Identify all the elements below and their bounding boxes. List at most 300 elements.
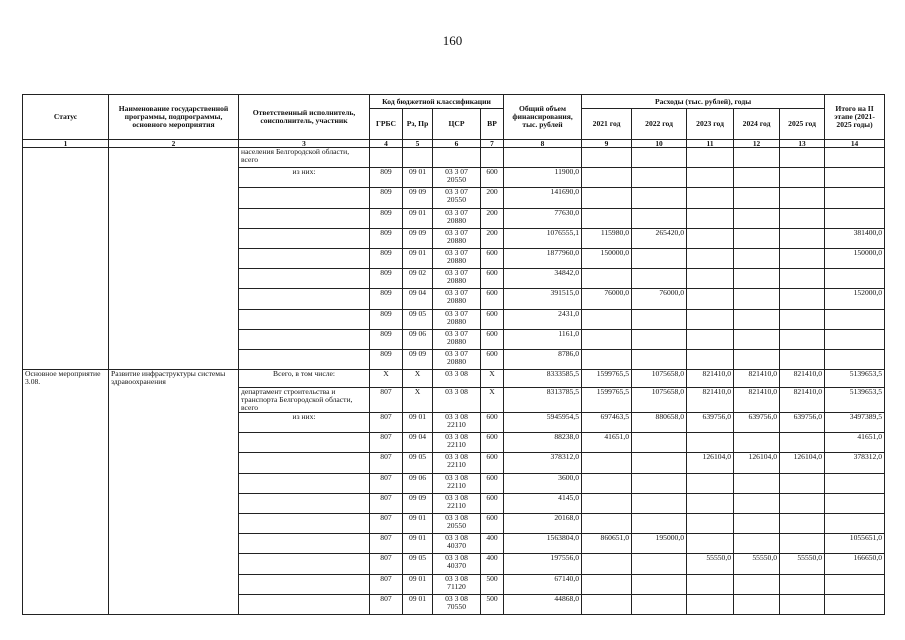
program-name-cell	[109, 148, 239, 370]
csr-cell: 03 3 07 20880	[433, 208, 481, 228]
y2024-cell: 126104,0	[734, 453, 780, 473]
csr-cell: 03 3 07 20880	[433, 349, 481, 369]
executor-cell	[239, 534, 370, 554]
y2025-cell: 126104,0	[780, 453, 825, 473]
y2022-cell	[632, 349, 687, 369]
csr-cell: 03 3 08 20550	[433, 514, 481, 534]
grbs-cell: 807	[370, 453, 403, 473]
y2021-cell	[582, 188, 632, 208]
y2021-cell: 697463,5	[582, 413, 632, 433]
y2025-cell: 55550,0	[780, 554, 825, 574]
y2025-cell	[780, 514, 825, 534]
col-header-total-financing: Общий объем финансирования, тыс. рублей	[504, 95, 582, 140]
col-header-expenses-group: Расходы (тыс. рублей), годы	[582, 95, 825, 109]
csr-cell: 03 3 07 20880	[433, 289, 481, 309]
y2023-cell	[687, 329, 734, 349]
grbs-cell: 807	[370, 388, 403, 413]
grbs-cell: X	[370, 370, 403, 388]
stage-total-cell	[825, 269, 885, 289]
total-cell: 8786,0	[504, 349, 582, 369]
total-cell: 3600,0	[504, 473, 582, 493]
csr-cell: 03 3 07 20550	[433, 188, 481, 208]
stage-total-cell	[825, 168, 885, 188]
y2023-cell	[687, 188, 734, 208]
csr-cell: 03 3 07 20880	[433, 228, 481, 248]
y2024-cell	[734, 574, 780, 594]
y2025-cell	[780, 309, 825, 329]
rzpr-cell: 09 01	[403, 514, 433, 534]
stage-total-cell	[825, 594, 885, 614]
y2024-cell: 821410,0	[734, 370, 780, 388]
y2024-cell: 639756,0	[734, 413, 780, 433]
y2024-cell	[734, 594, 780, 614]
y2022-cell	[632, 433, 687, 453]
csr-cell: 03 3 08 40370	[433, 554, 481, 574]
y2025-cell	[780, 228, 825, 248]
y2025-cell	[780, 473, 825, 493]
stage-total-cell: 378312,0	[825, 453, 885, 473]
y2023-cell	[687, 269, 734, 289]
vr-cell: 400	[481, 534, 504, 554]
stage-total-cell: 3497389,5	[825, 413, 885, 433]
csr-cell: 03 3 08 22110	[433, 493, 481, 513]
rzpr-cell: 09 01	[403, 168, 433, 188]
y2024-cell	[734, 269, 780, 289]
grbs-cell: 807	[370, 554, 403, 574]
vr-cell: X	[481, 388, 504, 413]
grbs-cell: 807	[370, 514, 403, 534]
stage-total-cell	[825, 329, 885, 349]
rzpr-cell: 09 09	[403, 188, 433, 208]
rzpr-cell: 09 06	[403, 329, 433, 349]
csr-cell: 03 3 08 70550	[433, 594, 481, 614]
rzpr-cell: 09 06	[403, 473, 433, 493]
y2021-cell	[582, 453, 632, 473]
column-number: 8	[504, 140, 582, 148]
stage-total-cell	[825, 148, 885, 168]
y2024-cell	[734, 228, 780, 248]
grbs-cell: 809	[370, 168, 403, 188]
column-number: 4	[370, 140, 403, 148]
y2025-cell: 639756,0	[780, 413, 825, 433]
y2023-cell	[687, 349, 734, 369]
col-header-grbs: ГРБС	[370, 109, 403, 140]
grbs-cell: 809	[370, 188, 403, 208]
y2021-cell	[582, 514, 632, 534]
y2024-cell	[734, 309, 780, 329]
csr-cell: 03 3 07 20880	[433, 309, 481, 329]
y2022-cell	[632, 248, 687, 268]
grbs-cell: 807	[370, 534, 403, 554]
col-header-2024: 2024 год	[734, 109, 780, 140]
stage-total-cell	[825, 493, 885, 513]
vr-cell: 600	[481, 289, 504, 309]
total-cell: 1161,0	[504, 329, 582, 349]
y2023-cell	[687, 248, 734, 268]
executor-cell	[239, 493, 370, 513]
csr-cell: 03 3 07 20550	[433, 168, 481, 188]
y2025-cell	[780, 148, 825, 168]
vr-cell: 400	[481, 554, 504, 574]
col-header-csr: ЦСР	[433, 109, 481, 140]
table-row	[23, 370, 885, 388]
rzpr-cell: 09 05	[403, 309, 433, 329]
rzpr-cell: 09 04	[403, 289, 433, 309]
rzpr-cell: 09 01	[403, 208, 433, 228]
status-cell: Основное мероприятие 3.08.	[23, 370, 109, 615]
csr-cell: 03 3 08 71120	[433, 574, 481, 594]
column-number: 1	[23, 140, 109, 148]
rzpr-cell: 09 01	[403, 594, 433, 614]
y2021-cell: 150000,0	[582, 248, 632, 268]
col-header-vr: ВР	[481, 109, 504, 140]
column-number: 6	[433, 140, 481, 148]
y2022-cell	[632, 554, 687, 574]
y2021-cell	[582, 309, 632, 329]
vr-cell: 500	[481, 594, 504, 614]
total-cell: 8333585,5	[504, 370, 582, 388]
y2022-cell	[632, 493, 687, 513]
total-cell: 44868,0	[504, 594, 582, 614]
column-number: 5	[403, 140, 433, 148]
vr-cell: 600	[481, 453, 504, 473]
y2023-cell	[687, 534, 734, 554]
executor-cell: департамент строительства и транспорта Белгородской области, всего	[239, 388, 370, 413]
y2023-cell	[687, 168, 734, 188]
total-cell: 77630,0	[504, 208, 582, 228]
grbs-cell: 807	[370, 413, 403, 433]
vr-cell: 500	[481, 574, 504, 594]
rzpr-cell: 09 01	[403, 534, 433, 554]
y2023-cell	[687, 433, 734, 453]
total-cell: 197556,0	[504, 554, 582, 574]
executor-cell	[239, 329, 370, 349]
rzpr-cell: X	[403, 388, 433, 413]
y2023-cell	[687, 473, 734, 493]
y2025-cell: 821410,0	[780, 370, 825, 388]
y2025-cell	[780, 188, 825, 208]
total-cell: 88238,0	[504, 433, 582, 453]
total-cell	[504, 148, 582, 168]
rzpr-cell: 09 05	[403, 453, 433, 473]
vr-cell: 600	[481, 309, 504, 329]
csr-cell: 03 3 07 20880	[433, 329, 481, 349]
y2024-cell	[734, 534, 780, 554]
vr-cell: 600	[481, 493, 504, 513]
rzpr-cell: 09 04	[403, 433, 433, 453]
executor-cell	[239, 188, 370, 208]
y2021-cell: 115980,0	[582, 228, 632, 248]
executor-cell	[239, 594, 370, 614]
y2024-cell	[734, 329, 780, 349]
executor-cell	[239, 228, 370, 248]
y2023-cell	[687, 493, 734, 513]
executor-cell	[239, 269, 370, 289]
y2025-cell	[780, 269, 825, 289]
csr-cell: 03 3 07 20880	[433, 269, 481, 289]
total-cell: 20168,0	[504, 514, 582, 534]
column-number: 9	[582, 140, 632, 148]
rzpr-cell: 09 01	[403, 574, 433, 594]
y2024-cell	[734, 248, 780, 268]
y2023-cell	[687, 289, 734, 309]
vr-cell: 600	[481, 248, 504, 268]
grbs-cell: 807	[370, 433, 403, 453]
col-header-2022: 2022 год	[632, 109, 687, 140]
y2022-cell	[632, 269, 687, 289]
vr-cell: 600	[481, 514, 504, 534]
grbs-cell: 809	[370, 349, 403, 369]
vr-cell: 600	[481, 473, 504, 493]
vr-cell	[481, 148, 504, 168]
vr-cell: 200	[481, 228, 504, 248]
total-cell: 141690,0	[504, 188, 582, 208]
csr-cell: 03 3 08 40370	[433, 534, 481, 554]
y2022-cell	[632, 594, 687, 614]
column-number: 11	[687, 140, 734, 148]
grbs-cell: 809	[370, 269, 403, 289]
y2021-cell	[582, 269, 632, 289]
y2022-cell	[632, 514, 687, 534]
y2025-cell	[780, 574, 825, 594]
y2024-cell	[734, 289, 780, 309]
col-header-rzpr: Рз, Пр	[403, 109, 433, 140]
stage-total-cell: 41651,0	[825, 433, 885, 453]
grbs-cell: 809	[370, 309, 403, 329]
executor-cell	[239, 473, 370, 493]
column-number-row	[23, 140, 885, 148]
vr-cell: 200	[481, 208, 504, 228]
y2025-cell: 821410,0	[780, 388, 825, 413]
stage-total-cell	[825, 208, 885, 228]
total-cell: 11900,0	[504, 168, 582, 188]
executor-cell	[239, 514, 370, 534]
y2024-cell	[734, 493, 780, 513]
stage-total-cell	[825, 514, 885, 534]
executor-cell: Всего, в том числе:	[239, 370, 370, 388]
executor-cell: населения Белгородской области, всего	[239, 148, 370, 168]
y2022-cell	[632, 574, 687, 594]
total-cell: 67140,0	[504, 574, 582, 594]
y2025-cell	[780, 289, 825, 309]
y2021-cell	[582, 493, 632, 513]
csr-cell: 03 3 08 22110	[433, 433, 481, 453]
rzpr-cell: 09 02	[403, 269, 433, 289]
rzpr-cell: X	[403, 370, 433, 388]
y2025-cell	[780, 493, 825, 513]
stage-total-cell: 150000,0	[825, 248, 885, 268]
total-cell: 1076555,1	[504, 228, 582, 248]
y2021-cell: 1599765,5	[582, 370, 632, 388]
vr-cell: 600	[481, 269, 504, 289]
stage-total-cell: 381400,0	[825, 228, 885, 248]
csr-cell: 03 3 08 22110	[433, 473, 481, 493]
y2021-cell: 41651,0	[582, 433, 632, 453]
table-body	[23, 148, 885, 615]
y2023-cell	[687, 594, 734, 614]
total-cell: 1877960,0	[504, 248, 582, 268]
total-cell: 5945954,5	[504, 413, 582, 433]
y2023-cell: 821410,0	[687, 370, 734, 388]
col-header-status: Статус	[23, 95, 109, 140]
executor-cell	[239, 248, 370, 268]
executor-cell: из них:	[239, 168, 370, 188]
stage-total-cell: 166650,0	[825, 554, 885, 574]
y2022-cell	[632, 453, 687, 473]
column-number: 2	[109, 140, 239, 148]
col-header-2023: 2023 год	[687, 109, 734, 140]
grbs-cell: 809	[370, 329, 403, 349]
col-header-2021: 2021 год	[582, 109, 632, 140]
y2023-cell	[687, 514, 734, 534]
col-header-program-name: Наименование государственной программы, подпрограммы, основного мероприятия	[109, 95, 239, 140]
vr-cell: X	[481, 370, 504, 388]
csr-cell	[433, 148, 481, 168]
y2022-cell	[632, 168, 687, 188]
y2022-cell	[632, 188, 687, 208]
grbs-cell: 809	[370, 248, 403, 268]
y2021-cell	[582, 349, 632, 369]
executor-cell	[239, 309, 370, 329]
y2021-cell	[582, 329, 632, 349]
stage-total-cell: 5139653,5	[825, 388, 885, 413]
total-cell: 2431,0	[504, 309, 582, 329]
grbs-cell	[370, 148, 403, 168]
status-cell	[23, 148, 109, 370]
table-row	[23, 148, 885, 168]
column-number: 14	[825, 140, 885, 148]
y2022-cell: 195000,0	[632, 534, 687, 554]
executor-cell	[239, 208, 370, 228]
vr-cell: 600	[481, 329, 504, 349]
column-number: 3	[239, 140, 370, 148]
csr-cell: 03 3 08 22110	[433, 453, 481, 473]
total-cell: 4145,0	[504, 493, 582, 513]
rzpr-cell: 09 01	[403, 413, 433, 433]
executor-cell	[239, 349, 370, 369]
executor-cell	[239, 554, 370, 574]
csr-cell: 03 3 07 20880	[433, 248, 481, 268]
y2024-cell	[734, 349, 780, 369]
rzpr-cell: 09 09	[403, 228, 433, 248]
csr-cell: 03 3 08	[433, 388, 481, 413]
total-cell: 8313785,5	[504, 388, 582, 413]
grbs-cell: 809	[370, 208, 403, 228]
column-number: 10	[632, 140, 687, 148]
y2022-cell: 265420,0	[632, 228, 687, 248]
stage-total-cell	[825, 349, 885, 369]
y2025-cell	[780, 534, 825, 554]
total-cell: 34842,0	[504, 269, 582, 289]
col-header-budget-code-group: Код бюджетной классификации	[370, 95, 504, 109]
y2021-cell	[582, 574, 632, 594]
y2021-cell	[582, 554, 632, 574]
vr-cell: 600	[481, 349, 504, 369]
rzpr-cell: 09 05	[403, 554, 433, 574]
y2022-cell	[632, 473, 687, 493]
rzpr-cell: 09 01	[403, 248, 433, 268]
stage-total-cell	[825, 574, 885, 594]
y2023-cell	[687, 574, 734, 594]
y2021-cell	[582, 148, 632, 168]
y2025-cell	[780, 168, 825, 188]
y2024-cell	[734, 148, 780, 168]
y2022-cell: 1075658,0	[632, 388, 687, 413]
y2021-cell: 860651,0	[582, 534, 632, 554]
stage-total-cell	[825, 309, 885, 329]
y2023-cell: 126104,0	[687, 453, 734, 473]
column-number: 12	[734, 140, 780, 148]
y2022-cell: 880658,0	[632, 413, 687, 433]
total-cell: 391515,0	[504, 289, 582, 309]
y2024-cell	[734, 188, 780, 208]
y2022-cell	[632, 208, 687, 228]
y2025-cell	[780, 329, 825, 349]
total-cell: 378312,0	[504, 453, 582, 473]
y2021-cell: 76000,0	[582, 289, 632, 309]
csr-cell: 03 3 08	[433, 370, 481, 388]
y2024-cell	[734, 168, 780, 188]
y2025-cell	[780, 349, 825, 369]
y2023-cell	[687, 228, 734, 248]
vr-cell: 200	[481, 188, 504, 208]
grbs-cell: 809	[370, 228, 403, 248]
csr-cell: 03 3 08 22110	[433, 413, 481, 433]
grbs-cell: 807	[370, 594, 403, 614]
budget-table	[22, 94, 885, 615]
y2025-cell	[780, 594, 825, 614]
column-number: 7	[481, 140, 504, 148]
y2021-cell	[582, 473, 632, 493]
y2024-cell	[734, 514, 780, 534]
y2024-cell: 55550,0	[734, 554, 780, 574]
y2021-cell	[582, 208, 632, 228]
grbs-cell: 807	[370, 574, 403, 594]
column-number: 13	[780, 140, 825, 148]
stage-total-cell: 1055651,0	[825, 534, 885, 554]
y2025-cell	[780, 208, 825, 228]
y2024-cell	[734, 473, 780, 493]
y2024-cell: 821410,0	[734, 388, 780, 413]
stage-total-cell: 5139653,5	[825, 370, 885, 388]
y2021-cell: 1599765,5	[582, 388, 632, 413]
grbs-cell: 807	[370, 493, 403, 513]
rzpr-cell: 09 09	[403, 349, 433, 369]
y2022-cell: 1075658,0	[632, 370, 687, 388]
executor-cell	[239, 453, 370, 473]
y2022-cell: 76000,0	[632, 289, 687, 309]
y2023-cell	[687, 208, 734, 228]
grbs-cell: 809	[370, 289, 403, 309]
page-number: 160	[442, 33, 463, 48]
y2023-cell: 821410,0	[687, 388, 734, 413]
budget-table-sheet	[22, 94, 885, 615]
vr-cell: 600	[481, 433, 504, 453]
y2023-cell	[687, 309, 734, 329]
rzpr-cell	[403, 148, 433, 168]
y2022-cell	[632, 329, 687, 349]
col-header-executor: Ответственный исполнитель, соисполнитель, участник	[239, 95, 370, 140]
executor-cell	[239, 574, 370, 594]
col-header-2025: 2025 год	[780, 109, 825, 140]
y2024-cell	[734, 433, 780, 453]
total-cell: 1563804,0	[504, 534, 582, 554]
y2025-cell	[780, 248, 825, 268]
executor-cell	[239, 289, 370, 309]
executor-cell: из них:	[239, 413, 370, 433]
stage-total-cell: 152000,0	[825, 289, 885, 309]
y2022-cell	[632, 148, 687, 168]
